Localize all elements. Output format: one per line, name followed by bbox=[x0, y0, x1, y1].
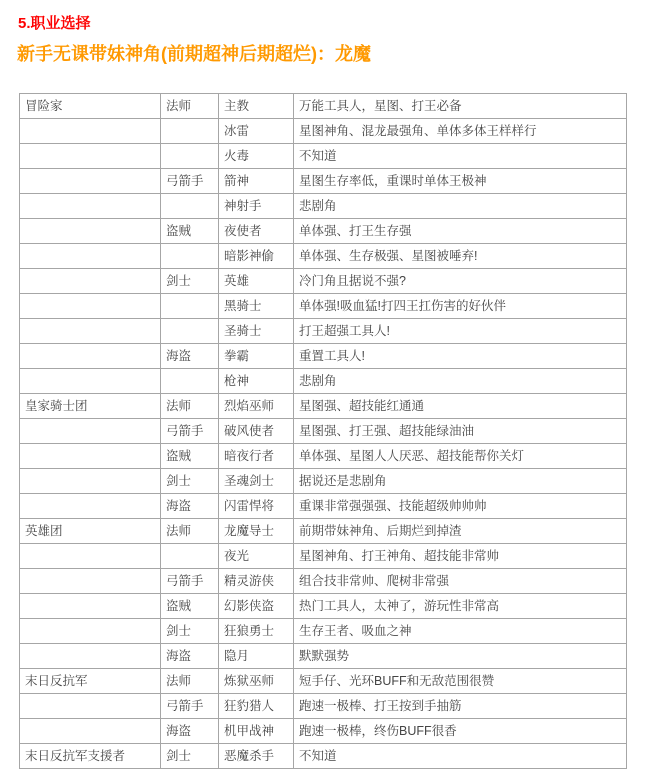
table-row bbox=[20, 419, 627, 444]
description-cell: 万能工具人，星图、打王必备 bbox=[294, 94, 627, 119]
class-category-cell: 弓箭手 bbox=[161, 694, 219, 719]
description-cell: 前期带妹神角、后期烂到掉渣 bbox=[294, 519, 627, 544]
table-row bbox=[20, 644, 627, 669]
job-name-cell: 主教 bbox=[219, 94, 294, 119]
job-name-cell: 炼狱巫师 bbox=[219, 669, 294, 694]
table-row bbox=[20, 394, 627, 419]
faction-cell bbox=[20, 369, 161, 394]
faction-cell bbox=[20, 619, 161, 644]
faction-cell bbox=[20, 644, 161, 669]
table-row bbox=[20, 444, 627, 469]
faction-cell: 末日反抗军支援者 bbox=[20, 744, 161, 769]
table-row bbox=[20, 369, 627, 394]
description-cell: 不知道 bbox=[294, 144, 627, 169]
faction-cell bbox=[20, 219, 161, 244]
class-category-cell bbox=[161, 319, 219, 344]
class-category-cell: 法师 bbox=[161, 394, 219, 419]
description-cell: 星图强、打王强、超技能绿油油 bbox=[294, 419, 627, 444]
table-row bbox=[20, 344, 627, 369]
description-cell: 重置工具人! bbox=[294, 344, 627, 369]
table-row bbox=[20, 569, 627, 594]
table-row bbox=[20, 269, 627, 294]
table-row bbox=[20, 194, 627, 219]
class-category-cell bbox=[161, 244, 219, 269]
job-name-cell: 龙魔导士 bbox=[219, 519, 294, 544]
faction-cell bbox=[20, 469, 161, 494]
table-row bbox=[20, 494, 627, 519]
class-category-cell bbox=[161, 144, 219, 169]
faction-cell: 冒险家 bbox=[20, 94, 161, 119]
faction-cell bbox=[20, 444, 161, 469]
job-name-cell: 圣骑士 bbox=[219, 319, 294, 344]
job-name-cell: 精灵游侠 bbox=[219, 569, 294, 594]
faction-cell bbox=[20, 344, 161, 369]
job-name-cell: 夜光 bbox=[219, 544, 294, 569]
class-category-cell: 剑士 bbox=[161, 469, 219, 494]
faction-cell bbox=[20, 269, 161, 294]
table-row bbox=[20, 294, 627, 319]
description-cell: 生存王者、吸血之神 bbox=[294, 619, 627, 644]
class-category-cell bbox=[161, 544, 219, 569]
job-name-cell: 神射手 bbox=[219, 194, 294, 219]
faction-cell: 英雄团 bbox=[20, 519, 161, 544]
class-category-cell: 弓箭手 bbox=[161, 419, 219, 444]
description-cell: 冷门角且据说不强? bbox=[294, 269, 627, 294]
table-row bbox=[20, 219, 627, 244]
class-category-cell: 海盗 bbox=[161, 644, 219, 669]
class-category-cell: 盗贼 bbox=[161, 444, 219, 469]
faction-cell: 末日反抗军 bbox=[20, 669, 161, 694]
faction-cell bbox=[20, 719, 161, 744]
table-row bbox=[20, 594, 627, 619]
job-name-cell: 破风使者 bbox=[219, 419, 294, 444]
job-name-cell: 闪雷悍将 bbox=[219, 494, 294, 519]
class-category-cell: 剑士 bbox=[161, 619, 219, 644]
table-row bbox=[20, 244, 627, 269]
class-category-cell: 盗贼 bbox=[161, 219, 219, 244]
description-cell: 打王超强工具人! bbox=[294, 319, 627, 344]
job-name-cell: 火毒 bbox=[219, 144, 294, 169]
job-name-cell: 暗夜行者 bbox=[219, 444, 294, 469]
description-cell: 热门工具人，太神了，游玩性非常高 bbox=[294, 594, 627, 619]
job-name-cell: 枪神 bbox=[219, 369, 294, 394]
class-category-cell bbox=[161, 369, 219, 394]
description-cell: 组合技非常帅、爬树非常强 bbox=[294, 569, 627, 594]
class-category-cell: 剑士 bbox=[161, 744, 219, 769]
table-row bbox=[20, 169, 627, 194]
job-name-cell: 箭神 bbox=[219, 169, 294, 194]
class-category-cell: 法师 bbox=[161, 94, 219, 119]
table-row bbox=[20, 319, 627, 344]
class-category-cell bbox=[161, 119, 219, 144]
class-category-cell: 海盗 bbox=[161, 344, 219, 369]
description-cell: 不知道 bbox=[294, 744, 627, 769]
class-category-cell: 海盗 bbox=[161, 494, 219, 519]
faction-cell bbox=[20, 244, 161, 269]
description-cell: 重课非常强强强、技能超级帅帅帅 bbox=[294, 494, 627, 519]
job-name-cell: 隐月 bbox=[219, 644, 294, 669]
class-category-cell bbox=[161, 194, 219, 219]
class-category-cell: 海盗 bbox=[161, 719, 219, 744]
faction-cell bbox=[20, 169, 161, 194]
section-subheading: 新手无课带妹神角(前期超神后期超烂)：龙魔 bbox=[17, 43, 371, 64]
table-row bbox=[20, 119, 627, 144]
description-cell: 单体强、打王生存强 bbox=[294, 219, 627, 244]
faction-cell bbox=[20, 119, 161, 144]
description-cell: 跑速一极棒、打王按到手抽筋 bbox=[294, 694, 627, 719]
job-name-cell: 冰雷 bbox=[219, 119, 294, 144]
job-name-cell: 恶魔杀手 bbox=[219, 744, 294, 769]
table-row bbox=[20, 94, 627, 119]
job-name-cell: 黑骑士 bbox=[219, 294, 294, 319]
class-category-cell bbox=[161, 294, 219, 319]
table-row bbox=[20, 719, 627, 744]
job-name-cell: 暗影神偷 bbox=[219, 244, 294, 269]
description-cell: 短手仔、光环BUFF和无敌范围很赞 bbox=[294, 669, 627, 694]
job-name-cell: 烈焰巫师 bbox=[219, 394, 294, 419]
table-row bbox=[20, 544, 627, 569]
job-name-cell: 拳霸 bbox=[219, 344, 294, 369]
description-cell: 悲剧角 bbox=[294, 194, 627, 219]
description-cell: 星图神角、打王神角、超技能非常帅 bbox=[294, 544, 627, 569]
section-heading: 5.职业选择 bbox=[18, 15, 91, 32]
job-name-cell: 夜使者 bbox=[219, 219, 294, 244]
class-category-cell: 弓箭手 bbox=[161, 569, 219, 594]
job-name-cell: 英雄 bbox=[219, 269, 294, 294]
faction-cell bbox=[20, 294, 161, 319]
description-cell: 星图强、超技能红通通 bbox=[294, 394, 627, 419]
faction-cell bbox=[20, 569, 161, 594]
faction-cell bbox=[20, 319, 161, 344]
description-cell: 星图神角、混龙最强角、单体多体王样样行 bbox=[294, 119, 627, 144]
table-row bbox=[20, 619, 627, 644]
job-name-cell: 狂狼勇士 bbox=[219, 619, 294, 644]
faction-cell bbox=[20, 194, 161, 219]
description-cell: 单体强!吸血猛!打四王扛伤害的好伙伴 bbox=[294, 294, 627, 319]
description-cell: 单体强、生存极强、星图被唾弃! bbox=[294, 244, 627, 269]
job-name-cell: 幻影侠盗 bbox=[219, 594, 294, 619]
faction-cell bbox=[20, 594, 161, 619]
table-row bbox=[20, 669, 627, 694]
faction-cell: 皇家骑士团 bbox=[20, 394, 161, 419]
description-cell: 据说还是悲剧角 bbox=[294, 469, 627, 494]
table-row bbox=[20, 744, 627, 769]
description-cell: 星图生存率低，重课时单体王极神 bbox=[294, 169, 627, 194]
table-row bbox=[20, 519, 627, 544]
job-name-cell: 圣魂剑士 bbox=[219, 469, 294, 494]
class-category-cell: 法师 bbox=[161, 669, 219, 694]
faction-cell bbox=[20, 144, 161, 169]
table-row bbox=[20, 469, 627, 494]
job-table-body bbox=[20, 94, 627, 769]
class-category-cell: 弓箭手 bbox=[161, 169, 219, 194]
table-row bbox=[20, 694, 627, 719]
faction-cell bbox=[20, 419, 161, 444]
class-category-cell: 盗贼 bbox=[161, 594, 219, 619]
class-category-cell: 法师 bbox=[161, 519, 219, 544]
faction-cell bbox=[20, 544, 161, 569]
description-cell: 默默强势 bbox=[294, 644, 627, 669]
class-category-cell: 剑士 bbox=[161, 269, 219, 294]
table-row bbox=[20, 144, 627, 169]
job-name-cell: 机甲战神 bbox=[219, 719, 294, 744]
job-name-cell: 狂豹猎人 bbox=[219, 694, 294, 719]
faction-cell bbox=[20, 694, 161, 719]
faction-cell bbox=[20, 494, 161, 519]
description-cell: 单体强、星图人人厌恶、超技能帮你关灯 bbox=[294, 444, 627, 469]
description-cell: 悲剧角 bbox=[294, 369, 627, 394]
job-table bbox=[19, 93, 627, 769]
description-cell: 跑速一极棒，终伤BUFF很香 bbox=[294, 719, 627, 744]
